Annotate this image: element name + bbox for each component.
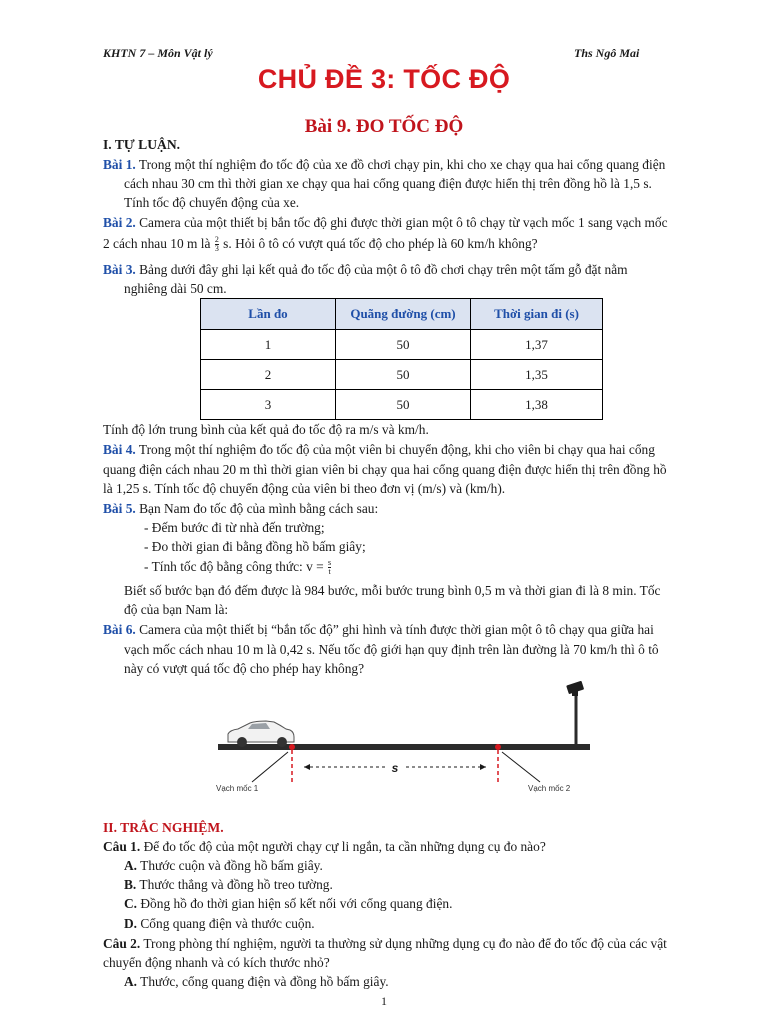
lesson-title: Bài 9. ĐO TỐC ĐỘ bbox=[304, 116, 464, 137]
exercise-1-label: Bài 1. bbox=[103, 157, 136, 172]
arrow-right-icon bbox=[480, 764, 486, 770]
header-author: Ths Ngô Mai bbox=[574, 46, 640, 60]
exercise-5-line-1: Bài 5. Bạn Nam đo tốc độ của mình bằng cách sau: bbox=[103, 501, 379, 516]
fraction-two-thirds: $\frac{2}{3}$ bbox=[214, 235, 219, 254]
exercise-1-line-2: cách nhau 30 cm thì thời gian xe chạy qua hai cổng quang điện được hiển thị trên đồng hồ là 1,5 s. bbox=[124, 176, 652, 191]
table-header-time: Thời gian đi (s) bbox=[471, 299, 603, 330]
mark-2-dot bbox=[495, 744, 501, 750]
mark-2-callout bbox=[502, 752, 540, 782]
question-2-option-a: A. Thước, cổng quang điện và đồng hồ bấm giây. bbox=[124, 974, 389, 989]
question-1-label: Câu 1. bbox=[103, 839, 141, 854]
section-multiple-choice-heading: II. TRẮC NGHIỆM. bbox=[103, 820, 224, 835]
question-1-option-b: B. Thước thẳng và đồng hồ treo tường. bbox=[124, 877, 333, 892]
question-1-option-d: D. Cổng quang điện và thước cuộn. bbox=[124, 916, 315, 931]
question-1-option-a: A. Thước cuộn và đồng hồ bấm giây. bbox=[124, 858, 323, 873]
speed-camera-figure bbox=[210, 672, 600, 800]
exercise-4-label: Bài 4. bbox=[103, 442, 136, 457]
car-icon bbox=[228, 721, 294, 747]
exercise-5-line-5: Biết số bước bạn đó đếm được là 984 bước, mỗi bước trung bình 0,5 m và thời gian đi là 8 min. Tốc bbox=[124, 583, 661, 598]
exercise-5-line-6: độ của bạn Nam là: bbox=[124, 602, 229, 617]
camera-icon bbox=[566, 681, 584, 696]
table-cell: 50 bbox=[336, 330, 471, 360]
exercise-5-bullet-2: - Đo thời gian đi bằng đồng hồ bấm giây; bbox=[144, 539, 366, 554]
table-cell: 1,37 bbox=[471, 330, 603, 360]
table-header-row bbox=[201, 299, 603, 330]
fraction-s-over-t: $\frac{s}{t}$ bbox=[328, 558, 332, 577]
section-essay-heading: I. TỰ LUẬN. bbox=[103, 137, 181, 152]
exercise-3-label: Bài 3. bbox=[103, 262, 136, 277]
distance-label: s bbox=[391, 761, 399, 775]
exercise-3-question: Tính độ lớn trung bình của kết quả đo tốc độ ra m/s và km/h. bbox=[103, 422, 429, 437]
measurement-table bbox=[200, 298, 603, 420]
table-cell: 1 bbox=[201, 330, 336, 360]
table-cell: 2 bbox=[201, 360, 336, 390]
exercise-3-line-2: nghiêng dài 50 cm. bbox=[124, 281, 227, 296]
table-row bbox=[201, 390, 603, 420]
table-header-distance: Quãng đường (cm) bbox=[336, 299, 471, 330]
question-2-line-2: chuyển động nhanh và có kích thước nhỏ? bbox=[103, 955, 330, 970]
mark-1-label: Vạch mốc 1 bbox=[216, 784, 259, 793]
table-cell: 1,35 bbox=[471, 360, 603, 390]
arrow-left-icon bbox=[304, 764, 310, 770]
table-row bbox=[201, 360, 603, 390]
exercise-1-line-3: Tính tốc độ chuyển động của xe. bbox=[124, 195, 300, 210]
table-cell: 3 bbox=[201, 390, 336, 420]
exercise-4-line-3: là 1,25 s. Tính tốc độ chuyển động của viên bi theo đơn vị (m/s) và (km/h). bbox=[103, 481, 506, 496]
table-cell: 50 bbox=[336, 360, 471, 390]
exercise-4-line-1: Bài 4. Trong một thí nghiệm đo tốc độ của một viên bi chuyển động, khi cho viên bi chạy qua hai cổng bbox=[103, 442, 655, 457]
table-cell: 1,38 bbox=[471, 390, 603, 420]
exercise-1-line-1: Bài 1. Trong một thí nghiệm đo tốc độ của xe đồ chơi chạy pin, khi cho xe chạy qua hai cổng quang điện bbox=[103, 157, 666, 172]
header-subject: KHTN 7 – Môn Vật lý bbox=[103, 46, 213, 60]
exercise-5-label: Bài 5. bbox=[103, 501, 136, 516]
page-title: CHỦ ĐỀ 3: TỐC ĐỘ bbox=[257, 64, 511, 94]
question-2-line-1: Câu 2. Trong phòng thí nghiệm, người ta thường sử dụng những dụng cụ đo nào để đo tốc độ của các vật bbox=[103, 936, 667, 951]
exercise-6-line-2: vạch mốc cách nhau 10 m là 0,42 s. Nếu tốc độ giới hạn quy định trên làn đường là 70 km/h thì ô tô bbox=[124, 642, 659, 657]
exercise-2-label: Bài 2. bbox=[103, 215, 136, 230]
exercise-6-line-3: này có vượt quá tốc độ cho phép hay không? bbox=[124, 661, 365, 676]
exercise-5-bullet-3: - Tính tốc độ bằng công thức: v = $\frac{s}{t}$ bbox=[144, 558, 332, 577]
exercise-5-bullet-1: - Đếm bước đi từ nhà đến trường; bbox=[144, 520, 325, 535]
exercise-4-line-2: quang điện cách nhau 20 m thì thời gian viên bi chạy qua hai cổng quang điện được hiển thị trên đồng hồ bbox=[103, 462, 667, 477]
table-row bbox=[201, 330, 603, 360]
question-1: Câu 1. Để đo tốc độ của một người chạy cự li ngắn, ta cần những dụng cụ đo nào? bbox=[103, 839, 546, 854]
exercise-2-line-2: 2 cách nhau 10 m là $\frac{2}{3}$ s. Hỏi ô tô có vượt quá tốc độ cho phép là 60 km/h không? bbox=[103, 235, 538, 254]
road bbox=[218, 744, 590, 750]
table-header-trial: Lần đo bbox=[201, 299, 336, 330]
question-1-option-c: C. Đồng hồ đo thời gian hiện số kết nối với cổng quang điện. bbox=[124, 896, 453, 911]
mark-2-label: Vạch mốc 2 bbox=[528, 784, 571, 793]
exercise-2-line-1: Bài 2. Camera của một thiết bị bắn tốc độ ghi được thời gian một ô tô chạy từ vạch mốc 1 sang vạch mốc bbox=[103, 215, 668, 230]
mark-1-callout bbox=[252, 752, 288, 782]
exercise-6-line-1: Bài 6. Camera của một thiết bị “bắn tốc độ” ghi hình và tính được thời gian một ô tô chạy qua giữa hai bbox=[103, 622, 654, 637]
exercise-6-label: Bài 6. bbox=[103, 622, 136, 637]
mark-1-dot bbox=[289, 744, 295, 750]
question-2-label: Câu 2. bbox=[103, 936, 141, 951]
table-cell: 50 bbox=[336, 390, 471, 420]
page-number: 1 bbox=[381, 994, 387, 1008]
exercise-3-line-1: Bài 3. Bảng dưới đây ghi lại kết quả đo tốc độ của một ô tô đồ chơi chạy trên một tấm gỗ đặt nằm bbox=[103, 262, 628, 277]
